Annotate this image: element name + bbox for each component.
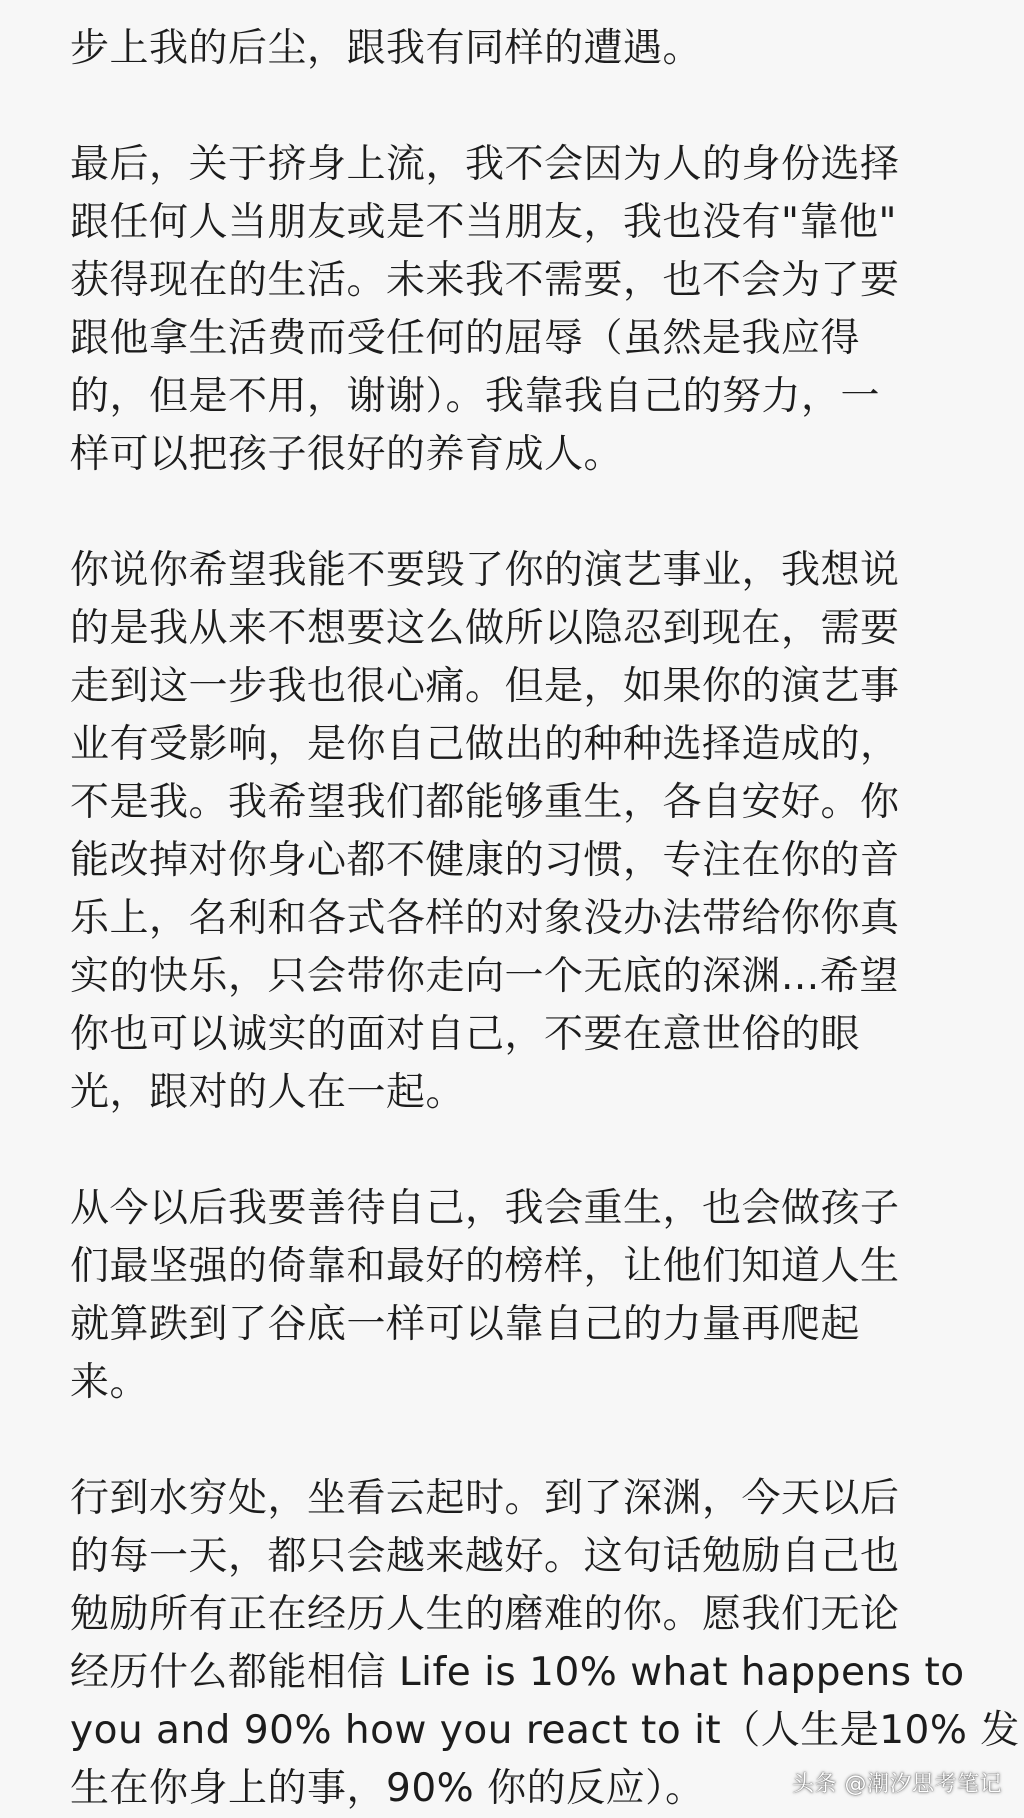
text-line: 乐上，名利和各式各样的对象没办法带给你你真 (70, 896, 900, 941)
paragraph-5 (70, 1470, 1020, 1818)
text-line: 能改掉对你身心都不健康的习惯，专注在你的音 (70, 838, 900, 883)
text-line: 光，跟对的人在一起。 (70, 1070, 466, 1115)
paragraph-spacer (70, 78, 970, 136)
paragraph-2 (70, 136, 970, 484)
paragraph-spacer (70, 484, 970, 542)
text-line: 步上我的后尘，跟我有同样的遭遇。 (70, 26, 703, 71)
text-line: 样可以把孩子很好的养育成人。 (70, 432, 624, 477)
paragraph-4 (70, 1180, 970, 1412)
text-line: 的，但是不用，谢谢）。我靠我自己的努力，一 (70, 374, 881, 419)
text-line: 跟任何人当朋友或是不当朋友，我也没有"靠他" (70, 200, 897, 245)
text-line: 走到这一步我也很心痛。但是，如果你的演艺事 (70, 664, 900, 709)
text-line: 业有受影响，是你自己做出的种种选择造成的， (70, 722, 900, 767)
text-line: 行到水穷处，坐看云起时。到了深渊，今天以后 (70, 1476, 900, 1521)
text-line: 跟他拿生活费而受任何的屈辱（虽然是我应得 (70, 316, 861, 361)
paragraph-3 (70, 542, 970, 1122)
paragraph-spacer (70, 1412, 970, 1470)
text-line: 来。 (70, 1360, 150, 1405)
text-line: you and 90% how you react to it（人生是10% 发 (70, 1708, 1020, 1753)
text-line: 你也可以诚实的面对自己，不要在意世俗的眼 (70, 1012, 861, 1057)
text-line: 实的快乐，只会带你走向一个无底的深渊...希望 (70, 954, 899, 999)
text-line: 们最坚强的倚靠和最好的榜样，让他们知道人生 (70, 1244, 900, 1289)
text-line: 的每一天，都只会越来越好。这句话勉励自己也 (70, 1534, 900, 1579)
text-line: 勉励所有正在经历人生的磨难的你。愿我们无论 (70, 1592, 900, 1637)
text-line: 从今以后我要善待自己，我会重生，也会做孩子 (70, 1186, 900, 1231)
text-line: 不是我。我希望我们都能够重生，各自安好。你 (70, 780, 900, 825)
text-line: 就算跌到了谷底一样可以靠自己的力量再爬起 (70, 1302, 861, 1347)
text-line: 经历什么都能相信 Life is 10% what happens to (70, 1650, 965, 1695)
text-line: 获得现在的生活。未来我不需要，也不会为了要 (70, 258, 900, 303)
text-line: 的是我从来不想要这么做所以隐忍到现在，需要 (70, 606, 900, 651)
text-line: 生在你身上的事，90% 你的反应）。 (70, 1766, 705, 1811)
text-line: 你说你希望我能不要毁了你的演艺事业，我想说 (70, 548, 900, 593)
paragraph-spacer (70, 1122, 970, 1180)
document-body (70, 20, 1020, 1818)
watermark: 头条 @潮汐思考笔记 (792, 1772, 1002, 1797)
paragraph-1 (70, 20, 970, 78)
text-line: 最后，关于挤身上流，我不会因为人的身份选择 (70, 142, 900, 187)
